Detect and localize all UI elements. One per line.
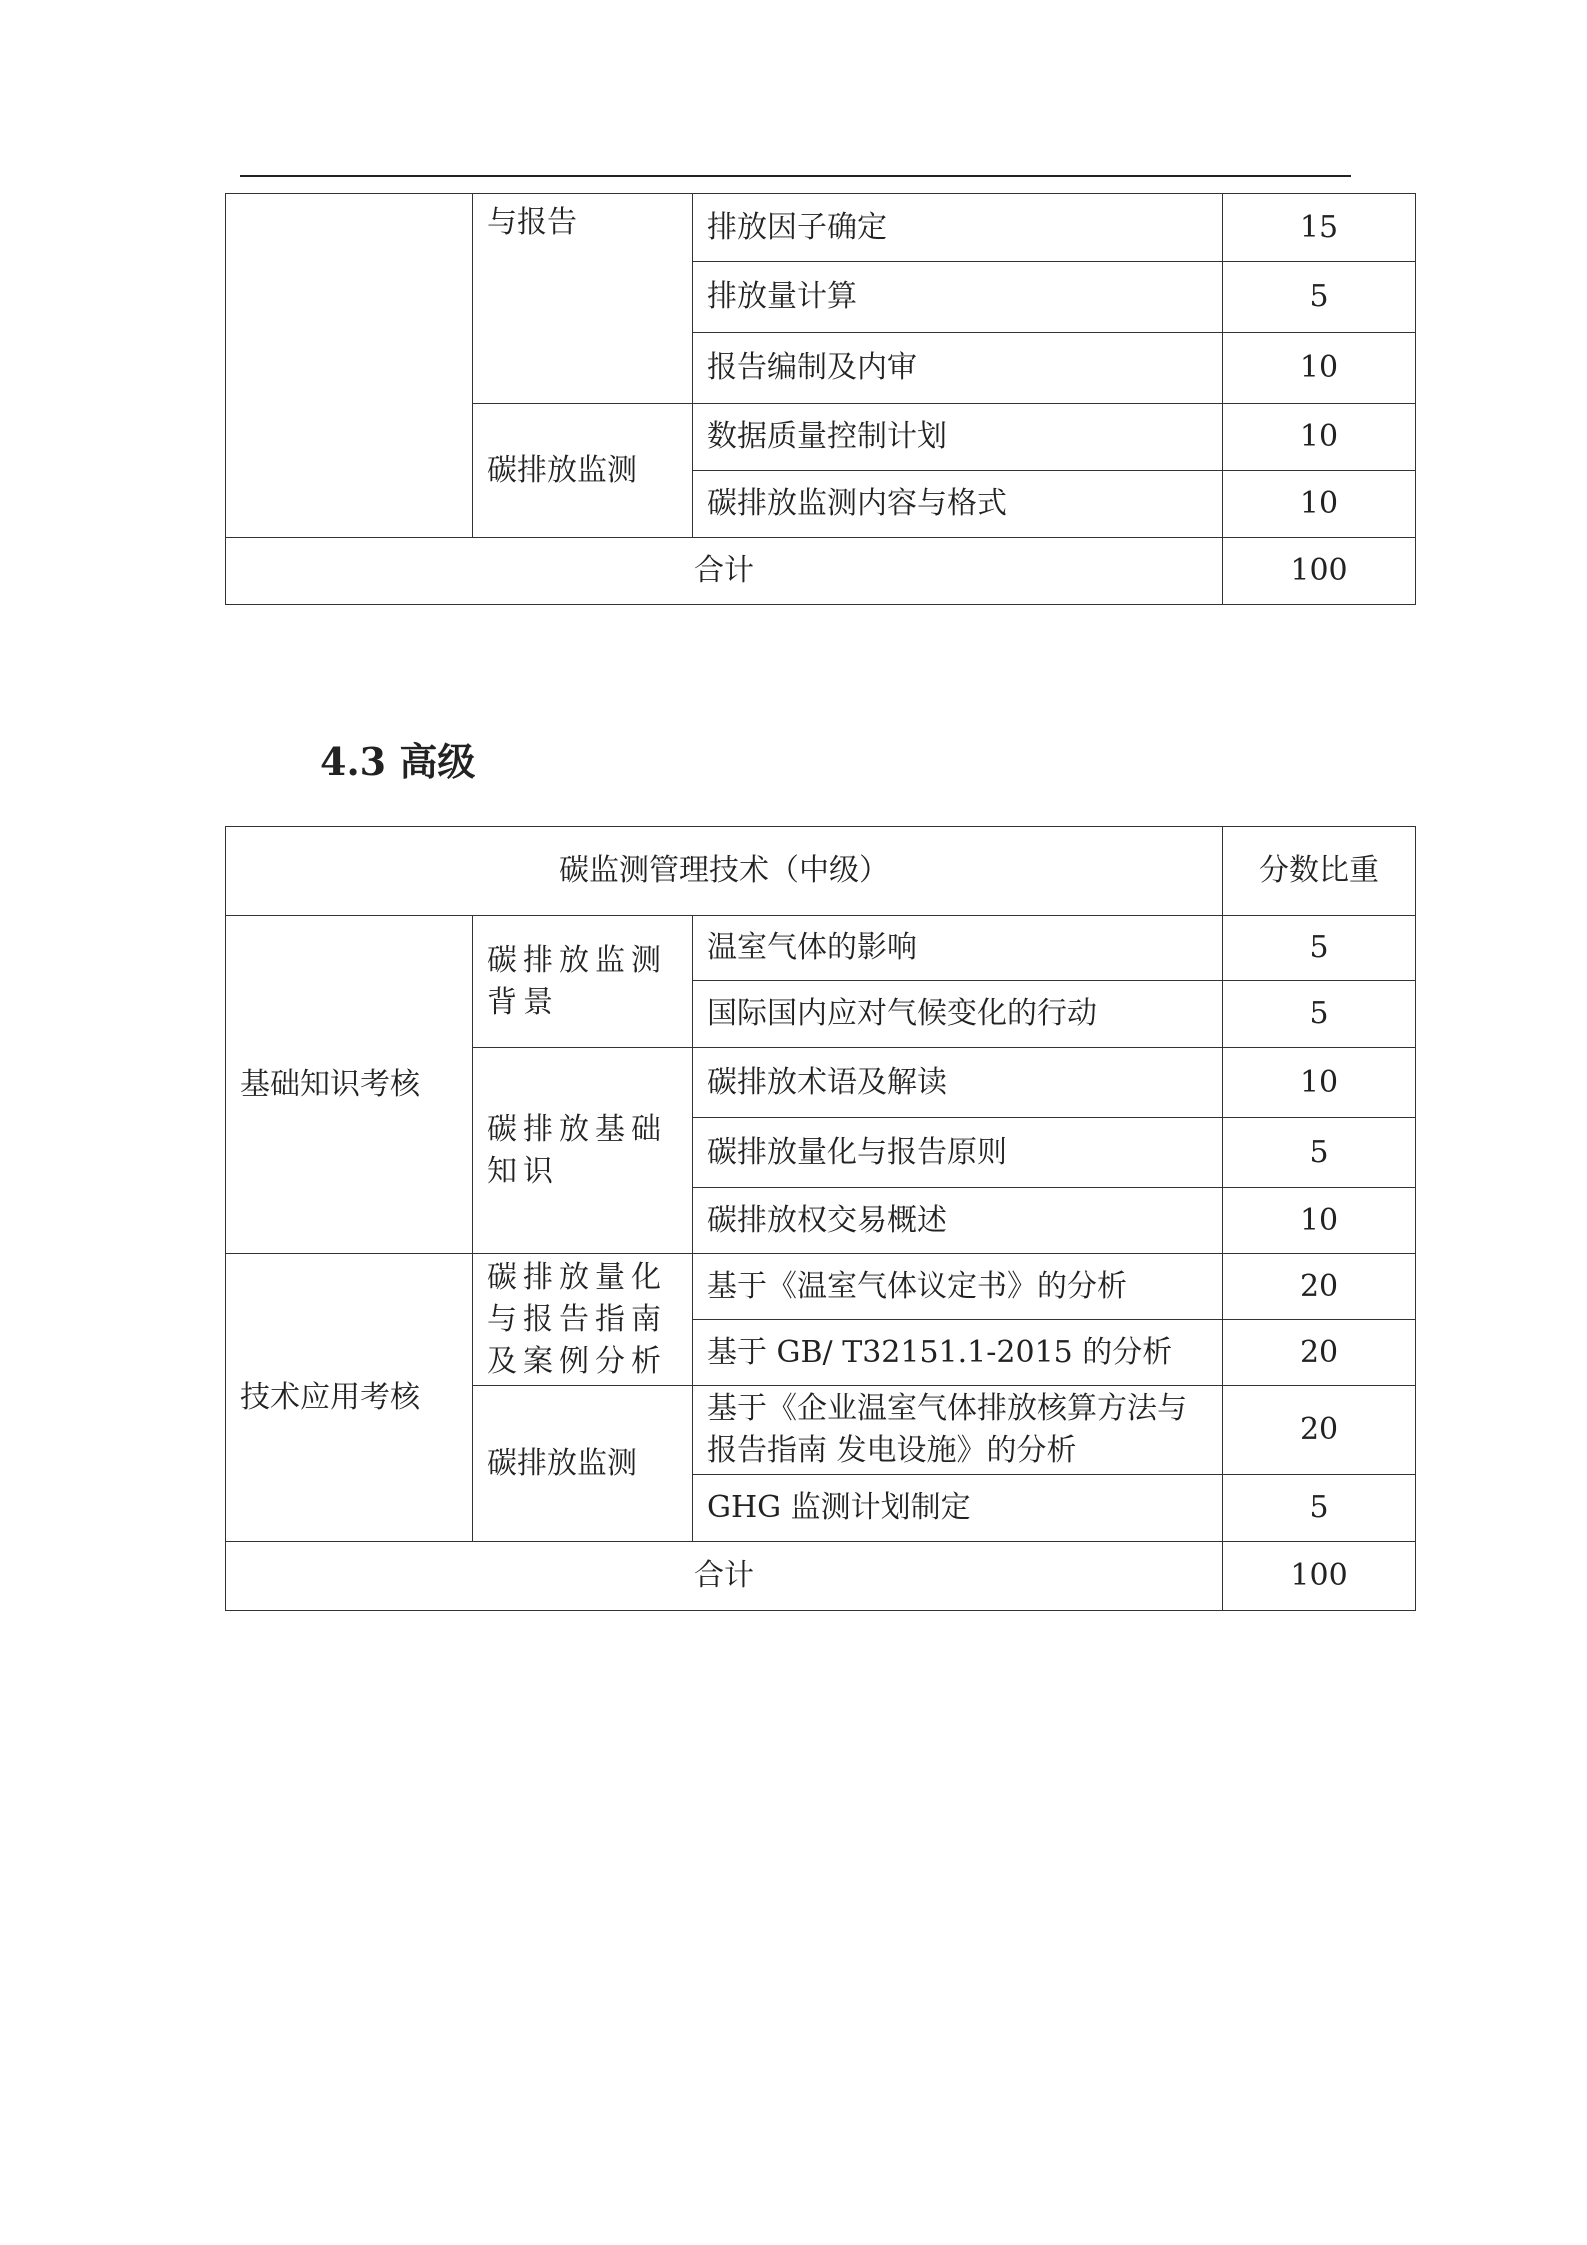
score-cell: 10 [1223, 471, 1416, 538]
score-cell: 20 [1223, 1254, 1416, 1320]
section-title: 高级 [399, 739, 476, 784]
score-cell: 5 [1223, 1118, 1416, 1188]
item-cell: 基于《企业温室气体排放核算方法与报告指南 发电设施》的分析 [693, 1386, 1223, 1475]
subcategory-cell: 碳排放监测背景 [473, 916, 693, 1048]
score-cell: 10 [1223, 1048, 1416, 1118]
table-row [226, 916, 1416, 981]
item-cell: 数据质量控制计划 [693, 404, 1223, 471]
total-score: 100 [1223, 538, 1416, 605]
subcategory-cell: 碳排放量化与报告指南及案例分析 [473, 1254, 693, 1386]
table-row [226, 194, 1416, 262]
score-table-advanced [225, 826, 1416, 1611]
score-cell: 5 [1223, 981, 1416, 1048]
subcategory-cell: 碳排放监测 [473, 1386, 693, 1542]
total-label: 合计 [226, 538, 1223, 605]
score-cell: 5 [1223, 916, 1416, 981]
score-header: 分数比重 [1223, 827, 1416, 916]
item-cell: 碳排放术语及解读 [693, 1048, 1223, 1118]
subcategory-cell: 碳排放基础知识 [473, 1048, 693, 1254]
header-row [226, 827, 1416, 916]
subcategory-cell: 碳排放监测 [473, 404, 693, 538]
item-cell: 温室气体的影响 [693, 916, 1223, 981]
total-score: 100 [1223, 1542, 1416, 1611]
total-label: 合计 [226, 1542, 1223, 1611]
total-row [226, 538, 1416, 605]
header-rule [240, 175, 1351, 177]
item-cell: 国际国内应对气候变化的行动 [693, 981, 1223, 1048]
item-cell: 碳排放监测内容与格式 [693, 471, 1223, 538]
total-row [226, 1542, 1416, 1611]
section-number: 4.3 [320, 739, 387, 784]
score-cell: 20 [1223, 1386, 1416, 1475]
item-cell: 碳排放量化与报告原则 [693, 1118, 1223, 1188]
item-cell: 碳排放权交易概述 [693, 1188, 1223, 1254]
score-cell: 20 [1223, 1320, 1416, 1386]
category-cell: 基础知识考核 [226, 916, 473, 1254]
score-cell: 10 [1223, 404, 1416, 471]
item-cell: 排放量计算 [693, 262, 1223, 333]
section-heading [320, 737, 475, 787]
category-cell: 技术应用考核 [226, 1254, 473, 1542]
category-cell-continued [226, 194, 473, 538]
item-cell: 基于 GB/ T32151.1-2015 的分析 [693, 1320, 1223, 1386]
item-cell: 报告编制及内审 [693, 333, 1223, 404]
item-cell: 基于《温室气体议定书》的分析 [693, 1254, 1223, 1320]
score-table-intermediate-continued [225, 193, 1416, 605]
item-cell: 排放因子确定 [693, 194, 1223, 262]
table-title: 碳监测管理技术（中级） [226, 827, 1223, 916]
score-cell: 10 [1223, 333, 1416, 404]
subcategory-cell: 与报告 [473, 194, 693, 404]
score-cell: 5 [1223, 262, 1416, 333]
score-cell: 15 [1223, 194, 1416, 262]
item-cell: GHG 监测计划制定 [693, 1475, 1223, 1542]
score-cell: 5 [1223, 1475, 1416, 1542]
score-cell: 10 [1223, 1188, 1416, 1254]
table-row [226, 1254, 1416, 1320]
